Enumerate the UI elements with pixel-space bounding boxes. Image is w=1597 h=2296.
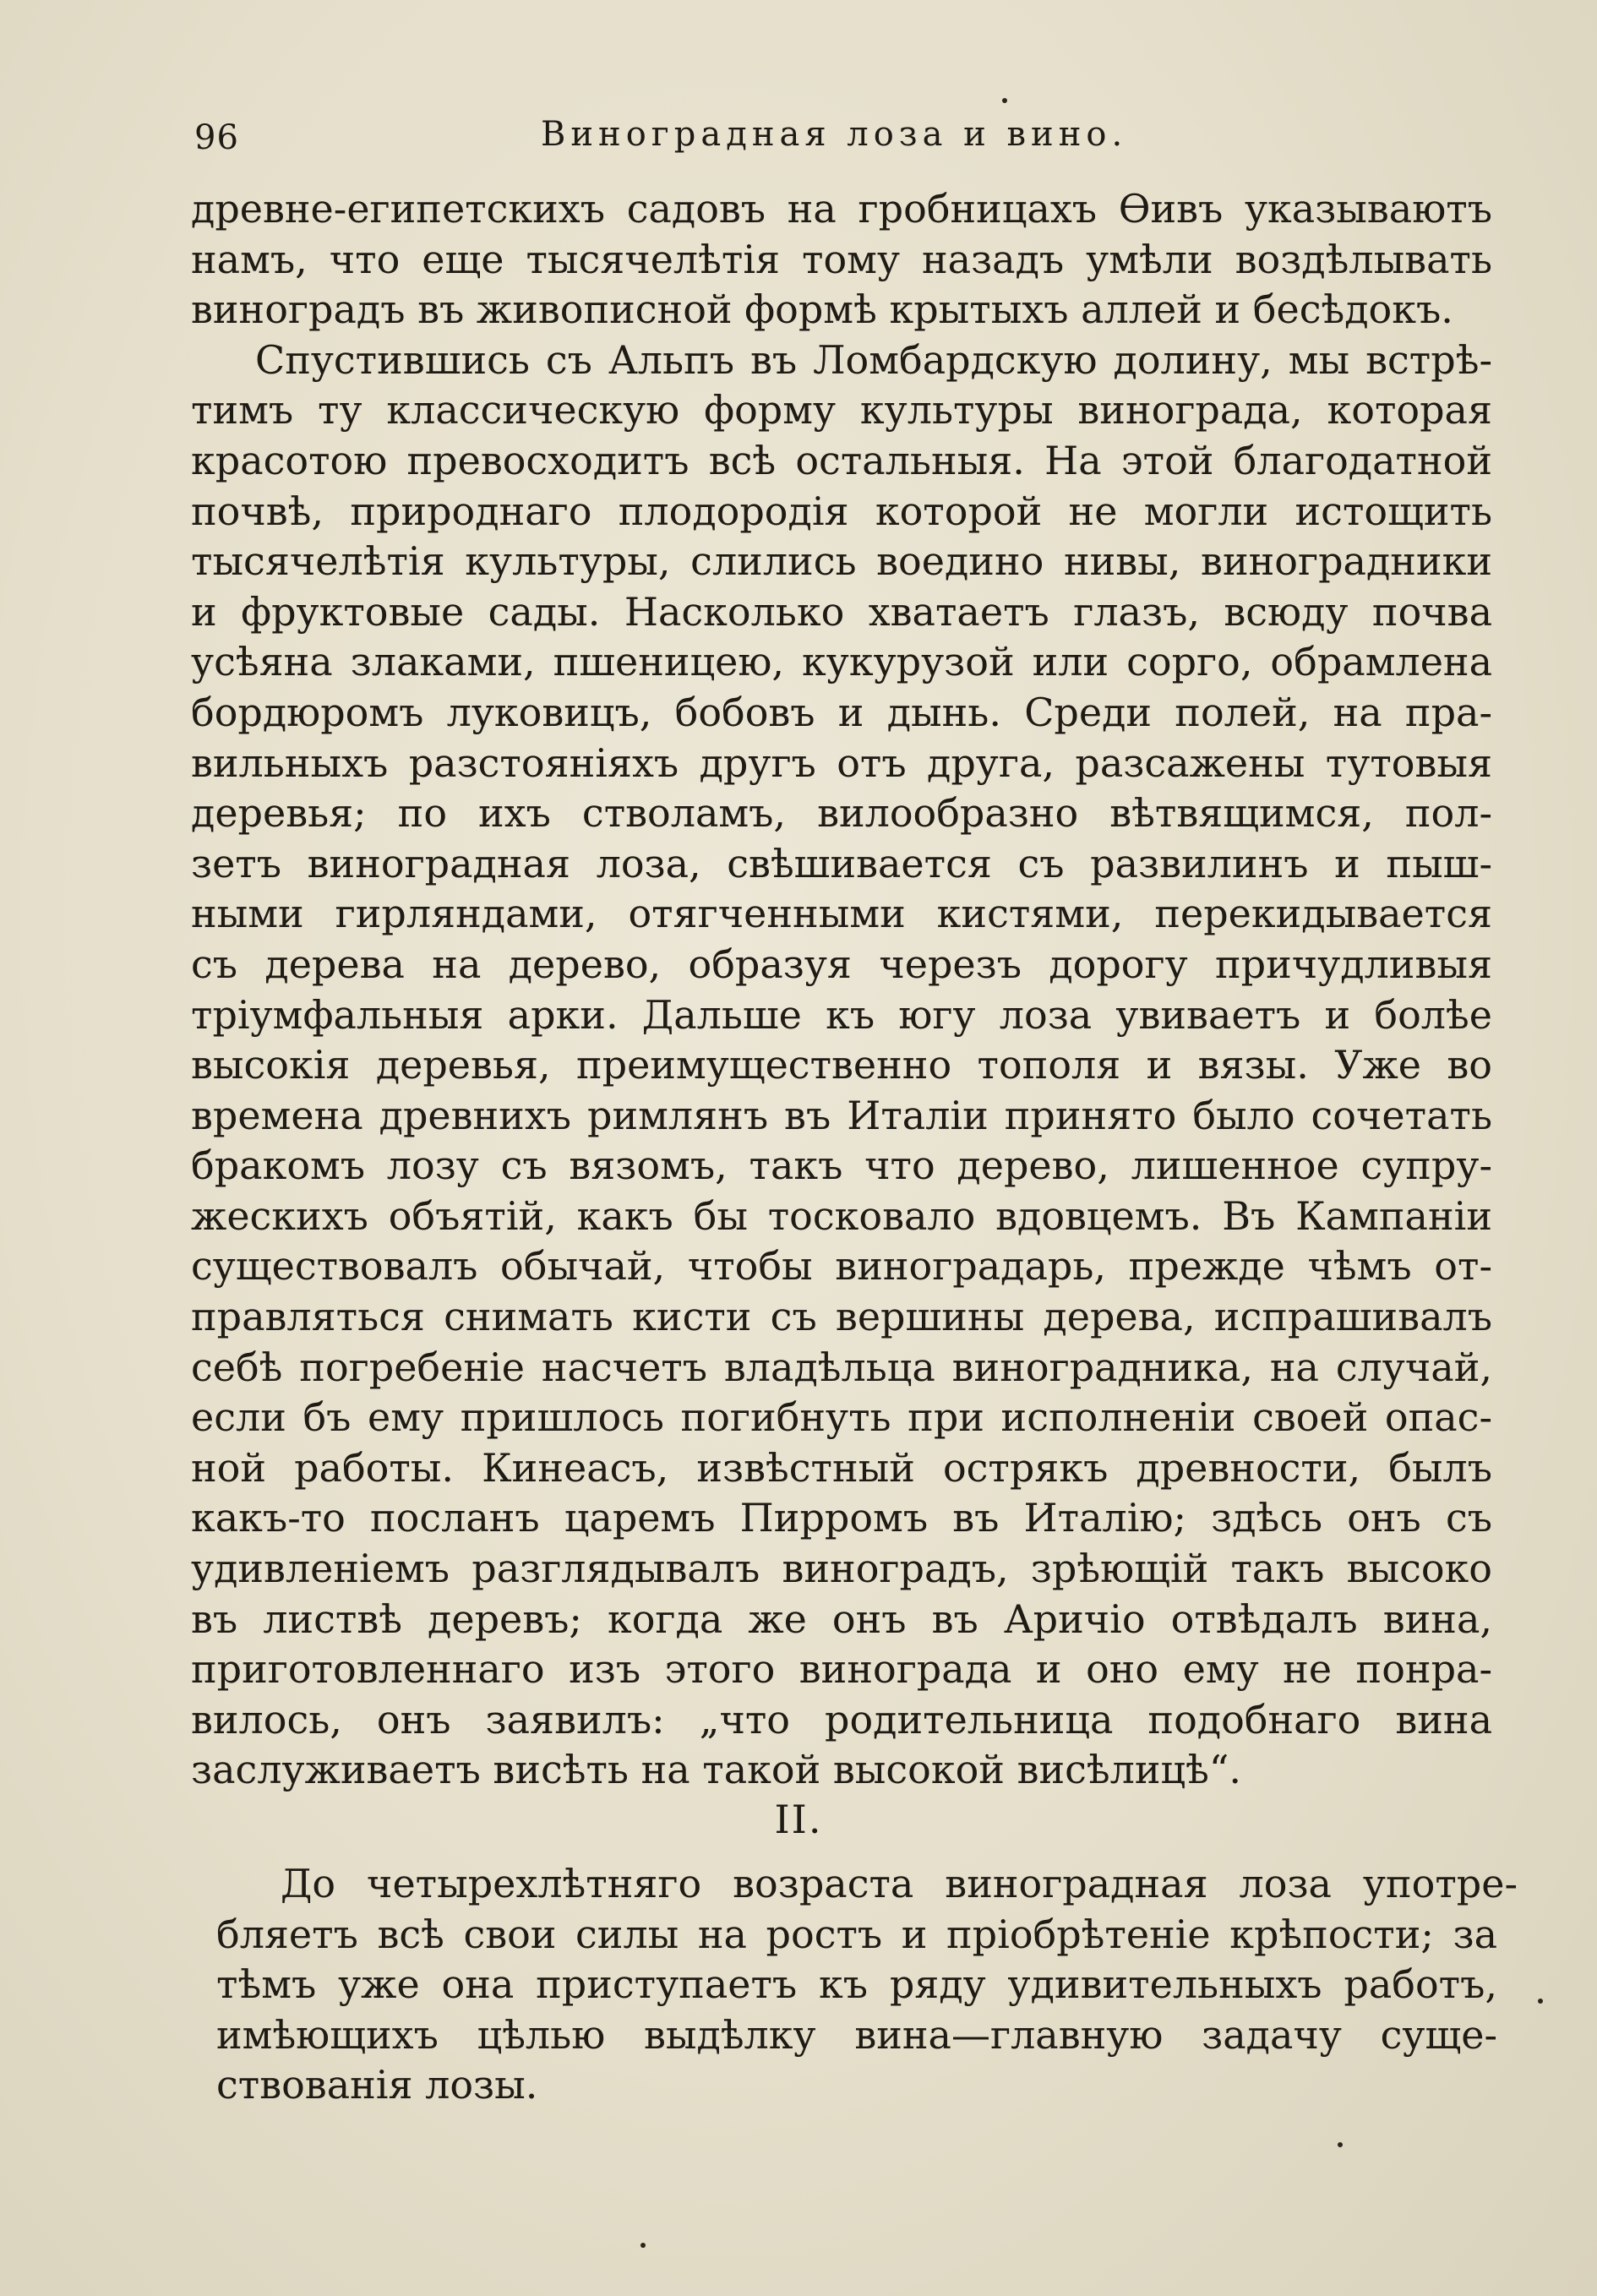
text-line: и фруктовые сады. Насколько хватаетъ глазъ, всюду почва <box>191 588 1492 635</box>
text-line: высокія деревья, преимущественно тополя и вязы. Уже во <box>191 1042 1492 1088</box>
text-line: тимъ ту классическую форму культуры винограда, которая <box>191 387 1492 434</box>
text-line: намъ, что еще тысячелѣтія тому назадъ умѣли воздѣлывать <box>191 236 1492 282</box>
text-line: виноградъ въ живописной формѣ крытыхъ аллей и бесѣдокъ. <box>191 286 1453 333</box>
text-line: тысячелѣтія культуры, слились воедино нивы, виноградники <box>191 538 1492 585</box>
text-line: какъ-то посланъ царемъ Пирромъ въ Италію; здѣсь онъ съ <box>191 1495 1492 1541</box>
ink-speck <box>1538 1999 1543 2004</box>
text-line: времена древнихъ римлянъ въ Италіи принято было сочетать <box>191 1092 1492 1138</box>
text-line: бляетъ всѣ свои силы на ростъ и пріобрѣтеніе крѣпости; за <box>216 1911 1497 1957</box>
section-1-body <box>191 184 1492 1796</box>
text-line: Спустившись съ Альпъ въ Ломбардскую долину, мы встрѣ- <box>255 336 1492 383</box>
text-line: бракомъ лозу съ вязомъ, такъ что дерево, лишенное супру- <box>191 1143 1492 1189</box>
text-line: съ дерева на дерево, образуя черезъ дорогу причудливыя <box>191 941 1492 987</box>
text-line: если бъ ему пришлось погибнуть при исполненіи своей опас- <box>191 1394 1492 1441</box>
text-line: вилось, онъ заявилъ: „что родительница подобнаго вина <box>191 1696 1492 1742</box>
text-line: почвѣ, природнаго плодородія которой не могли истощить <box>191 488 1492 534</box>
text-line: ствованія лозы. <box>216 2062 538 2108</box>
section-2-body <box>216 1859 1518 2111</box>
text-line: жескихъ объятій, какъ бы тосковало вдовцемъ. Въ Кампаніи <box>191 1192 1492 1239</box>
text-line: приготовленнаго изъ этого винограда и оно ему не понра- <box>191 1646 1492 1693</box>
text-line: зетъ виноградная лоза, свѣшивается съ развилинъ и пыш- <box>191 840 1492 886</box>
text-line: бордюромъ луковицъ, бобовъ и дынь. Среди полей, на пра- <box>191 689 1492 735</box>
text-line: усѣяна злаками, пшеницею, кукурузой или сорго, обрамлена <box>191 639 1492 685</box>
ink-speck <box>640 2243 646 2248</box>
text-line: удивленіемъ разглядывалъ виноградъ, зрѣющій такъ высоко <box>191 1546 1492 1592</box>
ink-speck <box>1002 98 1007 103</box>
text-line: ными гирляндами, отягченными кистями, перекидывается <box>191 891 1492 937</box>
text-line: красотою превосходитъ всѣ остальныя. На этой благодатной <box>191 437 1492 483</box>
text-line: существовалъ обычай, чтобы виноградарь, прежде чѣмъ от- <box>191 1243 1492 1290</box>
text-line: деревья; по ихъ стволамъ, вилообразно вѣтвящимся, пол- <box>191 790 1492 837</box>
text-line: себѣ погребеніе насчетъ владѣльца виноградника, на случай, <box>191 1344 1492 1390</box>
text-line: заслуживаетъ висѣть на такой высокой висѣлицѣ“. <box>191 1747 1241 1793</box>
page-number: 96 <box>194 118 239 157</box>
text-line: тѣмъ уже она приступаетъ къ ряду удивительныхъ работъ, <box>216 1961 1497 2008</box>
page-header <box>194 115 1496 166</box>
text-line: правляться снимать кисти съ вершины дерева, испрашивалъ <box>191 1294 1492 1340</box>
text-line: древне-египетскихъ садовъ на гробницахъ Ѳивъ указываютъ <box>191 186 1492 232</box>
text-line: ной работы. Кинеасъ, извѣстный острякъ древности, былъ <box>191 1444 1492 1491</box>
running-title: Виноградная лоза и вино. <box>541 115 1128 154</box>
ink-speck <box>1338 2142 1343 2147</box>
text-line: тріумфальныя арки. Дальше къ югу лоза увиваетъ и болѣе <box>191 991 1492 1038</box>
text-line: въ листвѣ деревъ; когда же онъ въ Аричіо отвѣдалъ вина, <box>191 1595 1492 1642</box>
text-line: вильныхъ разстояніяхъ другъ отъ друга, разсажены тутовыя <box>191 739 1492 786</box>
text-line: имѣющихъ цѣлью выдѣлку вина—главную задачу суще- <box>216 2011 1497 2058</box>
text-line: До четырехлѣтняго возраста виноградная лоза употре- <box>281 1861 1518 1906</box>
section-heading: II. <box>774 1797 823 1842</box>
